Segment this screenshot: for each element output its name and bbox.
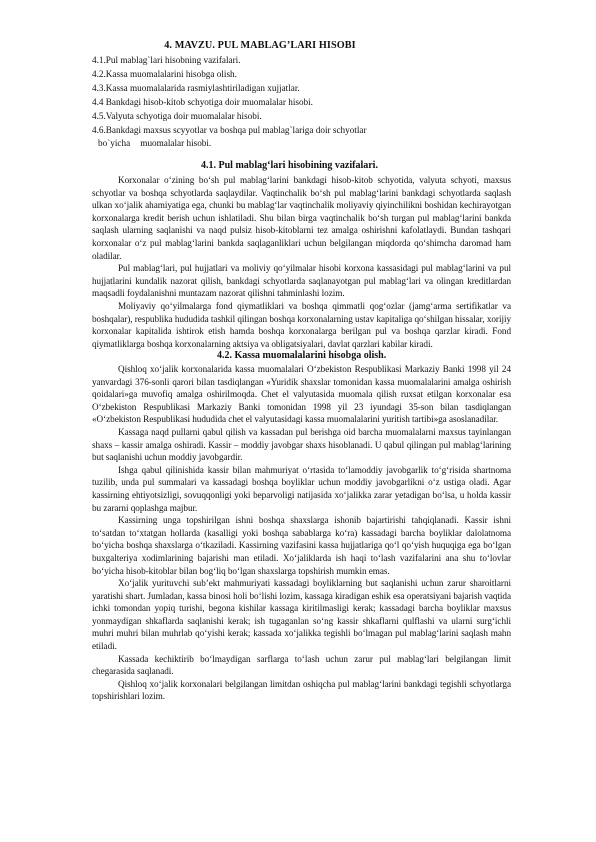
toc-item: 4.4 Bankdagi hisob-kitob schyotiga doir muomalalar hisobi.: [92, 96, 313, 107]
toc-cont-rest: muomalalar hisobi.: [140, 138, 212, 149]
toc-item: 4.3.Kassa muomalalarida rasmiylashtiriladigan xujjatlar.: [92, 82, 300, 93]
page-title: 4. MAVZU. PUL MABLAG’LARI HISOBI: [164, 40, 356, 51]
paragraph: Xo‘jalik yurituvchi sub’ekt mahmuriyati kassadagi boyliklarning but saqlanishi uchun zarur sharoitlarni yaratishi shart. Jumladan, kassa binosi holi bo‘lishi lozim, kassaga kiradigan eshik esa operatsiyani bajarish vaqtida ichki tomondan yopiq turishi, begona kishilar kassaga kiritilmasligi kerak; kassadagi barcha boyliklar maxsus yonmaydigan shkaflarda saqlanishi kerak; ish tugaganlan so‘ng kassir shkaflarni qulflashi va ularni surg‘ichli muhri muhri bilan muhrlab qo‘yishi kerak; kassada xo‘jalikka tegishli bo‘lmagan pul mablag‘larini saqlash mahn etiladi.: [92, 578, 511, 652]
toc-item: 4.2.Kassa muomalalarini hisobga olish.: [92, 68, 237, 79]
paragraph: Pul mablag‘lari, pul hujjatlari va moliviy qo‘yilmalar hisobi korxona kassasidagi pul mablag‘larini va pul hujjatlarini kundalik nazorat qilish, bankdagi schyotlarda saqlanayotgan pul mablag‘lari va olingan kreditlardan maqsadli foydalanishni muntazam nazorat qilishni tahminlashi lozim.: [92, 263, 511, 299]
section-body: [92, 174, 511, 350]
paragraph: Ishga qabul qilinishida kassir bilan mahmuriyat o‘rtasida to‘lamoddiy javobgarlik to‘g‘risida shartnoma tuzilib, unda pul summalari va kassadagi boshqa boyliklar uchun moddiy javobgarlikni o‘z ustiga oladi. Agar kassirning ehtiyotsizligi, sovuqqonligi yoki beparvoligi natijasida xo‘jalikka zarar yetadigan bo‘lsa, u holda kassir bu zararni qoplashga majbur.: [92, 464, 511, 513]
paragraph: Kassirning unga topshirilgan ishni boshqa shaxslarga ishonib bajartirishi tahqiqlanadi. Kassir ishni to‘satdan to‘xtatgan hollarda (kasalligi yoki boshqa sabablarga ko‘ra) kassadagi barcha boyliklar dalolatnoma bo‘yicha boshqa shaxslarga o‘tkaziladi. Kassirning vazifasini kassa hujjatlariga qo‘l qo‘yish huquqiga ega bo‘lgan buxgalteriya xodimlarining bajarishi man etiladi. Xo‘jaliklarda ish haqi to‘lash vazifalarini ana shu to‘lovlar bo‘yicha hisob-kitoblar bilan bog‘liq bo‘lgan shaxslarga topshirish mumkin emas.: [92, 515, 511, 576]
paragraph: Korxonalar o‘zining bo‘sh pul mablag‘larini bankdagi hisob-kitob schyotida, valyuta schyoti, maxsus schyotlar va boshqa schyotlarda saqlaydilar. Vaqtinchalik bo‘sh pul mablag‘larini bankdagi schyotlarda saqlash ulkan xo‘jalik ahamiyatiga ega, chunki bu mablag‘lar vaqtinchalik moliyaviy qiyinchilikni boshidan kechirayotgan korxonalarga kredit berish uchun ishlatiladi. Shu bilan birga vaqtinchalik bo‘sh turgan pul mablag‘larini bankda saqlash ularning saqlanishi va naqd pulsiz hisob-kitoblarni tez amalga oshirishni kafolatlaydi. Bundan tashqari korxonalar o‘z pul mablag‘larini bankda saqlaganliklari uchun belgilangan miqdorda qo‘shimcha daromad ham oladilar.: [92, 175, 511, 261]
table-of-contents: [92, 54, 532, 151]
toc-item: 4.1.Pul mablag`lari hisobning vazifalari.: [92, 55, 241, 65]
paragraph: Moliyaviy qo‘yilmalarga fond qiymatliklari va boshqa qimmatli qog‘ozlar (jamg‘arma sertifikatlar va boshqalar), respublika hududida tashkil qilingan boshqa korxonalarning ustav kapitaliga qo‘shilgan hissalar, xorijiy korxonalar kapitalida ishtirok etish hamda boshqa korxonalarga berilgan pul va boshqa qarzlar kiradi. Fond qiymatliklarga boshqa korxonalarning aktsiya va obligatsiyalari, davlat qarzlari kabilar kiradi.: [92, 300, 511, 349]
toc-item: 4.5.Valyuta schyotiga doir muomalalar hisobi.: [92, 110, 262, 121]
section-body: [92, 363, 511, 703]
paragraph: Qishloq xo‘jalik korxonalarida kassa muomalalari O‘zbekiston Respublikasi Markaziy Banki 1998 yil 24 yanvardagi 376-sonli qarori bilan tasdiqlangan «Yuridik shaxslar tomonidan kassa muomalalarini amalga oshirish qoidalari»ga muvofiq amalga oshirilmoqda. Chet el valyutasida muomala qilish ruxsat etilgan korxonalar esa O‘zbekiston Respublikasi Markaziy Banki tomonidan 1998 yil 23 iyundagi 35-son bilan tasdiqlangan «O‘zbekiston Respublikasi hududida chet el valyutasidagi kassa muomalalarini yuritish tartibi»ga asoslanadilar.: [92, 364, 511, 425]
toc-item: 4.6.Bankdagi maxsus scyyotlar va boshqa pul mablag`lariga doir schyotlar: [92, 124, 367, 135]
section-heading: 4.1. Pul mablag‘lari hisobining vazifalari.: [201, 160, 378, 171]
section-heading: 4.2. Kassa muomalalarini hisobga olish.: [217, 350, 387, 361]
toc-item-continuation: [92, 137, 532, 151]
toc-cont-word: bo`yicha: [98, 138, 131, 149]
paragraph: Qishloq xo‘jalik korxonalari belgilangan limitdan oshiqcha pul mablag‘larini bankdagi tegishli schyotlarga topshirishlari lozim.: [92, 678, 511, 702]
paragraph: Kassaga naqd pullarni qabul qilish va kassadan pul berishga oid barcha muomalalarni maxsus tayinlangan shaxs – kassir amalga oshiradi. Kassir – moddiy javobgar shaxs hisoblanadi. U qabul qilingan pul mablag‘larining but saqlanishi uchun moddiy javobgardir.: [92, 426, 511, 463]
paragraph: Kassada kechiktirib bo‘lmaydigan sarflarga to‘lash uchun zarur pul mablag‘lari belgilangan limit chegarasida saqlanadi.: [92, 653, 511, 677]
